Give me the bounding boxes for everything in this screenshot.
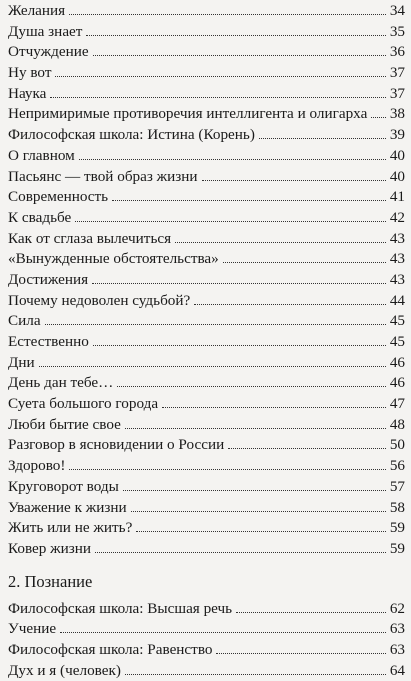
dot-leader	[123, 489, 386, 491]
toc-entry-page-number: 35	[389, 22, 405, 40]
toc-entry-page-number: 36	[389, 43, 405, 61]
toc-entry-title: Отчуждение	[8, 43, 89, 61]
section-heading: 2. Познание	[8, 571, 93, 591]
toc-entry	[8, 373, 405, 394]
dot-leader	[175, 241, 386, 243]
toc-entry-page-number: 43	[389, 229, 405, 247]
toc-entry-page-number: 47	[389, 395, 405, 413]
toc-entry	[8, 208, 405, 229]
toc-entry-title: Непримиримые противоречия интеллигента и олигарха	[8, 105, 368, 123]
dot-leader	[69, 13, 386, 15]
toc-entry-title: Сила	[8, 312, 41, 330]
toc-entry-page-number: 45	[389, 312, 405, 330]
toc-entry	[8, 661, 405, 681]
toc-list-part1	[8, 1, 405, 560]
toc-entry-page-number: 42	[389, 208, 405, 226]
toc-entry-page-number: 58	[389, 498, 405, 516]
toc-entry-page-number: 46	[389, 374, 405, 392]
dot-leader	[93, 54, 386, 56]
toc-entry-page-number: 62	[389, 599, 405, 617]
toc-entry-page-number: 59	[389, 539, 405, 557]
toc-entry-title: Философская школа: Высшая речь	[8, 599, 233, 617]
toc-entry-title: Разговор в ясновидении о России	[8, 436, 225, 454]
dot-leader	[93, 344, 386, 346]
toc-entry	[8, 539, 405, 560]
toc-entry-title: Естественно	[8, 333, 89, 350]
dot-leader	[45, 323, 386, 325]
dot-leader	[194, 303, 386, 305]
dot-leader	[125, 673, 386, 675]
toc-entry-title: Жить или не жить?	[8, 519, 133, 537]
toc-entry-title: Желания	[8, 2, 66, 19]
toc-entry-page-number: 39	[389, 126, 405, 144]
toc-entry-title: «Вынужденные обстоятельства»	[8, 250, 219, 268]
toc-entry	[8, 1, 405, 22]
toc-entry-page-number: 37	[389, 84, 405, 102]
toc-entry-title: Ну вот	[8, 64, 52, 82]
dot-leader	[92, 282, 386, 284]
dot-leader	[117, 385, 386, 387]
dot-leader	[223, 261, 386, 263]
toc-entry	[8, 477, 405, 498]
dot-leader	[259, 137, 386, 139]
dot-leader	[202, 179, 386, 181]
toc-entry-title: Философская школа: Равенство	[8, 640, 213, 658]
toc-list-part2	[8, 599, 405, 681]
toc-entry-title: Дух и я (человек)	[8, 661, 121, 679]
toc-entry	[8, 599, 405, 620]
dot-leader	[95, 551, 386, 553]
toc-entry-page-number: 38	[389, 105, 405, 123]
toc-entry	[8, 187, 405, 208]
toc-entry-title: Ковер жизни	[8, 539, 92, 557]
toc-entry-page-number: 40	[389, 167, 405, 185]
toc-entry-title: Душа знает	[8, 22, 83, 40]
dot-leader	[112, 199, 386, 201]
toc-entry-title: Почему недоволен судьбой?	[8, 291, 191, 309]
toc-entry-title: Здорово!	[8, 457, 66, 475]
toc-entry-title: Пасьянс — твой образ жизни	[8, 167, 198, 185]
toc-entry	[8, 456, 405, 477]
toc-entry-page-number: 63	[389, 620, 405, 638]
toc-entry	[8, 394, 405, 415]
toc-entry-page-number: 44	[389, 291, 405, 309]
dot-leader	[228, 447, 386, 449]
toc-entry	[8, 619, 405, 640]
toc-entry	[8, 146, 405, 167]
toc-entry	[8, 42, 405, 63]
toc-entry-title: Люби бытие свое	[8, 415, 121, 433]
toc-entry-title: Уважение к жизни	[8, 498, 127, 516]
dot-leader	[162, 406, 386, 408]
toc-entry-title: Дни	[8, 353, 35, 371]
toc-entry	[8, 249, 405, 270]
toc-entry	[8, 63, 405, 84]
toc-entry-page-number: 37	[389, 64, 405, 82]
toc-entry-page-number: 57	[389, 477, 405, 495]
dot-leader	[69, 468, 386, 470]
toc-entry-page-number: 50	[389, 436, 405, 454]
toc-entry-title: О главном	[8, 146, 75, 164]
toc-entry	[8, 332, 405, 353]
toc-entry	[8, 435, 405, 456]
toc-entry-title: Круговорот воды	[8, 477, 119, 495]
toc-entry-page-number: 41	[389, 188, 405, 206]
toc-entry-page-number: 45	[389, 333, 405, 350]
dot-leader	[371, 116, 386, 118]
toc-entry	[8, 125, 405, 146]
toc-entry-title: Учение	[8, 620, 57, 638]
toc-entry-title: Наука	[8, 84, 47, 102]
toc-entry	[8, 22, 405, 43]
toc-entry	[8, 518, 405, 539]
toc-entry-title: Достижения	[8, 270, 89, 288]
toc-entry-page-number: 64	[389, 661, 405, 679]
toc-entry-page-number: 63	[389, 640, 405, 658]
toc-entry	[8, 84, 405, 105]
dot-leader	[236, 611, 386, 613]
dot-leader	[131, 510, 386, 512]
toc-entry-page-number: 48	[389, 415, 405, 433]
toc-entry	[8, 167, 405, 188]
toc-entry-page-number: 43	[389, 250, 405, 268]
dot-leader	[55, 75, 386, 77]
dot-leader	[50, 96, 386, 98]
toc-entry	[8, 415, 405, 436]
toc-entry	[8, 291, 405, 312]
toc-entry-page-number: 56	[389, 457, 405, 475]
toc-entry-page-number: 59	[389, 519, 405, 537]
toc-entry	[8, 270, 405, 291]
toc-entry	[8, 353, 405, 374]
toc-entry-title: Как от сглаза вылечиться	[8, 229, 172, 247]
toc-entry-page-number: 46	[389, 353, 405, 371]
toc-entry	[8, 104, 405, 125]
toc-entry-title: Современность	[8, 188, 109, 206]
toc-entry-title: Суета большого города	[8, 395, 159, 413]
toc-entry-page-number: 43	[389, 270, 405, 288]
dot-leader	[125, 427, 386, 429]
dot-leader	[60, 631, 386, 633]
toc-entry-title: К свадьбе	[8, 208, 72, 226]
toc-entry	[8, 311, 405, 332]
dot-leader	[86, 34, 386, 36]
dot-leader	[216, 652, 386, 654]
dot-leader	[136, 530, 386, 532]
dot-leader	[75, 220, 386, 222]
toc-entry	[8, 229, 405, 250]
toc-entry-title: День дан тебе…	[8, 374, 114, 392]
toc-entry-page-number: 34	[389, 2, 405, 19]
dot-leader	[79, 158, 386, 160]
dot-leader	[39, 365, 386, 367]
toc-entry	[8, 498, 405, 519]
toc-entry-page-number: 40	[389, 146, 405, 164]
toc-entry-title: Философская школа: Истина (Корень)	[8, 126, 255, 144]
